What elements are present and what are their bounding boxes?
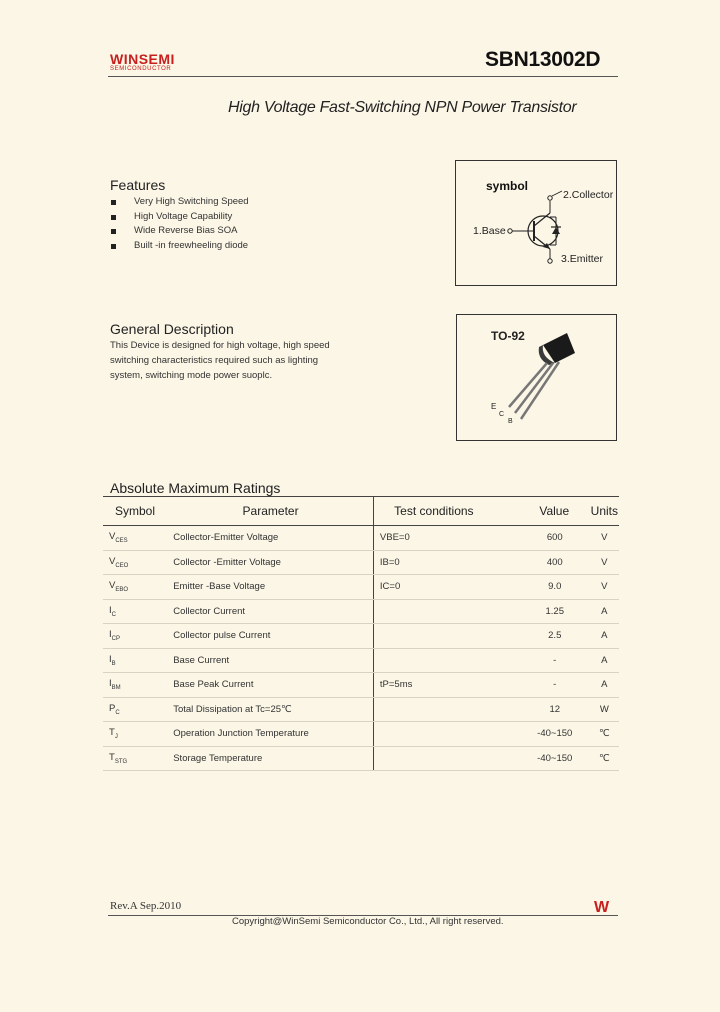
cell-condition — [373, 746, 493, 771]
cell-unit: ℃ — [590, 722, 619, 747]
cell-unit: A — [590, 599, 619, 624]
cell-condition — [373, 599, 493, 624]
package-box — [456, 314, 617, 441]
to92-package-icon — [457, 315, 616, 440]
cell-value: 12 — [494, 697, 590, 722]
features-title: Features — [110, 177, 166, 193]
logo-text: WINSEMI — [110, 51, 175, 67]
cell-condition — [373, 697, 493, 722]
header-test-conditions: Test conditions — [373, 497, 493, 526]
cell-parameter: Collector -Emitter Voltage — [168, 550, 373, 575]
cell-parameter: Total Dissipation at Tc=25℃ — [168, 697, 373, 722]
feature-item: Built -in freewheeling diode — [110, 239, 249, 254]
collector-label: 2.Collector — [563, 189, 614, 201]
feature-item: Very High Switching Speed — [110, 195, 249, 210]
table-row — [103, 722, 619, 747]
cell-symbol: $I_{BM}$ — [103, 673, 168, 698]
cell-unit: W — [590, 697, 619, 722]
cell-parameter: Base Peak Current — [168, 673, 373, 698]
package-title: TO-92 — [491, 329, 525, 343]
pin-c-label: C — [499, 411, 505, 418]
page-subtitle: High Voltage Fast-Switching NPN Power Transistor — [228, 99, 577, 116]
cell-symbol: $I_B$ — [103, 648, 168, 673]
cell-value: 9.0 — [494, 575, 590, 600]
company-logo — [110, 52, 190, 73]
cell-parameter: Collector-Emitter Voltage — [168, 526, 373, 551]
cell-parameter: Collector Current — [168, 599, 373, 624]
cell-parameter: Operation Junction Temperature — [168, 722, 373, 747]
cell-value: 600 — [494, 526, 590, 551]
cell-symbol: $T_J$ — [103, 722, 168, 747]
cell-unit: A — [590, 624, 619, 649]
general-description-title: General Description — [110, 321, 234, 337]
symbol-box — [455, 160, 617, 286]
ratings-header-row — [103, 497, 619, 526]
base-label: 1.Base — [473, 225, 506, 237]
cell-unit: V — [590, 526, 619, 551]
cell-symbol: $V_{EBO}$ — [103, 575, 168, 600]
pin-e-label: E — [491, 402, 497, 411]
table-row — [103, 550, 619, 575]
cell-parameter: Storage Temperature — [168, 746, 373, 771]
cell-symbol: $V_{CES}$ — [103, 526, 168, 551]
table-row — [103, 673, 619, 698]
npn-transistor-diode-icon — [456, 161, 616, 285]
cell-unit: V — [590, 550, 619, 575]
header-value: Value — [494, 497, 590, 526]
feature-item: High Voltage Capability — [110, 210, 249, 225]
cell-condition: IC=0 — [373, 575, 493, 600]
emitter-label: 3.Emitter — [561, 253, 604, 265]
cell-symbol: $I_{CP}$ — [103, 624, 168, 649]
cell-condition — [373, 722, 493, 747]
cell-unit: A — [590, 673, 619, 698]
header-parameter: Parameter — [168, 497, 373, 526]
general-description-text: This Device is designed for high voltage, high speed switching characteristics required such as lighting system, switching mode power suoplc. — [110, 340, 330, 381]
cell-unit: ℃ — [590, 746, 619, 771]
table-row — [103, 624, 619, 649]
cell-value: -40~150 — [494, 746, 590, 771]
cell-unit: V — [590, 575, 619, 600]
cell-condition: VBE=0 — [373, 526, 493, 551]
ratings-table — [103, 496, 619, 771]
revision-label: Rev.A Sep.2010 — [110, 900, 182, 912]
features-list — [110, 195, 249, 253]
table-row — [103, 648, 619, 673]
cell-symbol: $I_C$ — [103, 599, 168, 624]
cell-unit: A — [590, 648, 619, 673]
cell-value: - — [494, 648, 590, 673]
cell-condition: tP=5ms — [373, 673, 493, 698]
cell-condition: IB=0 — [373, 550, 493, 575]
footer-logo: W — [594, 899, 610, 916]
header-units: Units — [590, 497, 619, 526]
table-row — [103, 599, 619, 624]
cell-parameter: Base Current — [168, 648, 373, 673]
logo-subtext: SEMICONDUCTOR — [110, 66, 172, 72]
cell-symbol: $P_C$ — [103, 697, 168, 722]
cell-parameter: Emitter -Base Voltage — [168, 575, 373, 600]
symbol-title: symbol — [486, 179, 529, 193]
cell-parameter: Collector pulse Current — [168, 624, 373, 649]
cell-condition — [373, 648, 493, 673]
copyright-text: Copyright@WinSemi Semiconductor Co., Ltd., All right reserved. — [232, 916, 504, 927]
cell-condition — [373, 624, 493, 649]
header-divider — [108, 76, 618, 77]
cell-value: - — [494, 673, 590, 698]
cell-symbol: $T_{STG}$ — [103, 746, 168, 771]
cell-value: -40~150 — [494, 722, 590, 747]
cell-value: 1.25 — [494, 599, 590, 624]
ratings-title: Absolute Maximum Ratings — [110, 480, 281, 496]
feature-item: Wide Reverse Bias SOA — [110, 224, 249, 239]
table-row — [103, 526, 619, 551]
cell-value: 400 — [494, 550, 590, 575]
part-number: SBN13002D — [485, 48, 601, 71]
header-symbol: Symbol — [103, 497, 168, 526]
cell-value: 2.5 — [494, 624, 590, 649]
cell-symbol: $V_{CEO}$ — [103, 550, 168, 575]
table-row — [103, 746, 619, 771]
table-row — [103, 575, 619, 600]
table-row — [103, 697, 619, 722]
pin-b-label: B — [508, 418, 513, 425]
